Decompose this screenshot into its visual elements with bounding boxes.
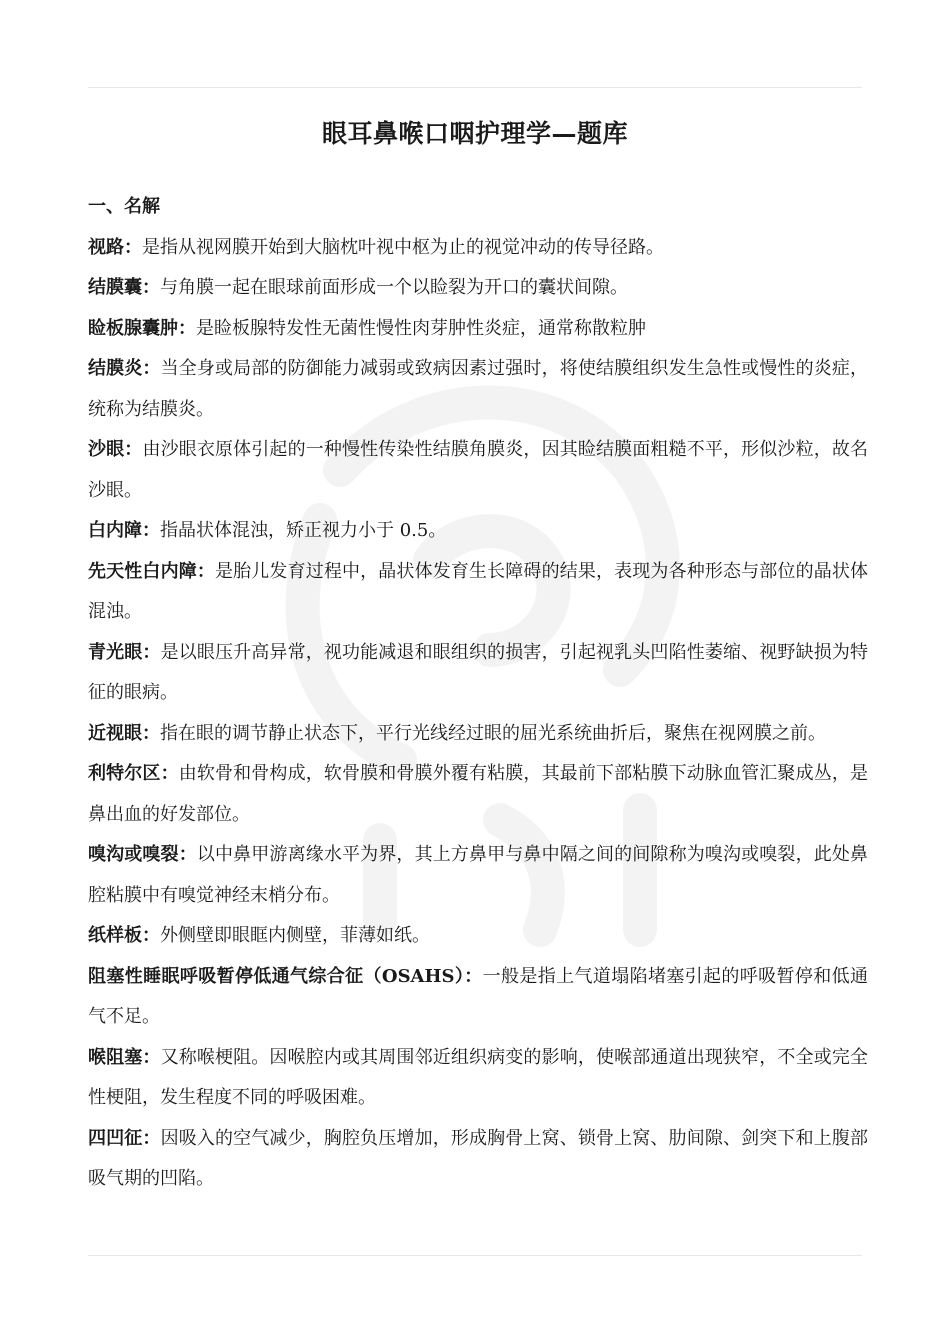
entry-definition: 以中鼻甲游离缘水平为界，其上方鼻甲与鼻中隔之间的间隙称为嗅沟或嗅裂，此处鼻腔粘膜中有嗅觉神经末梢分布。 <box>88 844 868 906</box>
definition-entry <box>88 552 868 633</box>
entry-definition: 指晶状体混浊，矫正视力小于 0.5。 <box>160 520 447 541</box>
entry-definition: 由沙眼衣原体引起的一种慢性传染性结膜角膜炎，因其睑结膜面粗糙不平，形似沙粒，故名沙眼。 <box>88 439 869 501</box>
entry-definition: 是指从视网膜开始到大脑枕叶视中枢为止的视觉冲动的传导径路。 <box>142 236 664 258</box>
entry-term: 纸样板： <box>88 925 160 946</box>
entry-term: 结膜囊： <box>88 277 160 298</box>
definition-entry <box>88 714 868 755</box>
entry-definition: 指在眼的调节静止状态下，平行光线经过眼的屈光系统曲折后，聚焦在视网膜之前。 <box>160 722 826 744</box>
header-rule <box>88 87 862 88</box>
entry-definition: 当全身或局部的防御能力减弱或致病因素过强时，将使结膜组织发生急性或慢性的炎症，统称为结膜炎。 <box>88 358 869 420</box>
entry-definition: 又称喉梗阻。因喉腔内或其周围邻近组织病变的影响，使喉部通道出现狭窄，不全或完全性梗阻，发生程度不同的呼吸困难。 <box>88 1046 869 1108</box>
definition-entry <box>88 957 868 1038</box>
entry-term: 视路： <box>88 236 142 258</box>
definition-entry <box>88 349 868 430</box>
definition-entry <box>88 430 868 511</box>
definition-entry <box>88 916 868 957</box>
definition-entry <box>88 309 868 350</box>
definition-entry <box>88 511 868 552</box>
definition-entry <box>88 228 868 269</box>
entry-definition: 与角膜一起在眼球前面形成一个以睑裂为开口的囊状间隙。 <box>160 277 628 298</box>
definition-entry <box>88 1038 868 1119</box>
entry-definition: 是以眼压升高异常，视功能减退和眼组织的损害，引起视乳头凹陷性萎缩、视野缺损为特征的眼病。 <box>88 641 869 703</box>
entry-term: 利特尔区： <box>88 763 179 784</box>
entry-definition: 是睑板腺特发性无菌性慢性肉芽肿性炎症，通常称散粒肿 <box>196 317 646 339</box>
footer-rule <box>88 1255 862 1256</box>
definition-entry <box>88 268 868 309</box>
entry-term: 睑板腺囊肿： <box>88 317 196 339</box>
entry-term: 嗅沟或嗅裂： <box>88 844 197 865</box>
entry-definition: 外侧壁即眼眶内侧壁，菲薄如纸。 <box>160 925 430 946</box>
entry-definition: 因吸入的空气减少，胸腔负压增加，形成胸骨上窝、锁骨上窝、肋间隙、剑突下和上腹部吸气期的凹陷。 <box>88 1127 869 1189</box>
definition-entry <box>88 633 868 714</box>
entry-term: 沙眼： <box>88 439 143 460</box>
definition-entry <box>88 835 868 916</box>
entry-definition: 由软骨和骨构成，软骨膜和骨膜外覆有粘膜，其最前下部粘膜下动脉血管汇聚成丛，是鼻出血的好发部位。 <box>88 763 869 825</box>
definition-entry <box>88 1119 868 1200</box>
section-heading: 一、名解 <box>88 196 160 217</box>
entry-term: 喉阻塞： <box>88 1046 161 1068</box>
entry-term: 阻塞性睡眠呼吸暂停低通气综合征（OSAHS）： <box>88 965 483 987</box>
definition-entry <box>88 754 868 835</box>
entry-term: 先天性白内障： <box>88 560 215 582</box>
entry-term: 四凹征： <box>88 1127 161 1149</box>
entry-term: 结膜炎： <box>88 358 161 379</box>
entry-term: 近视眼： <box>88 722 160 744</box>
entry-definition: 一般是指上气道塌陷堵塞引起的呼吸暂停和低通气不足。 <box>88 965 868 1027</box>
entry-definition: 是胎儿发育过程中，晶状体发育生长障碍的结果，表现为各种形态与部位的晶状体混浊。 <box>88 560 868 622</box>
entry-term: 白内障： <box>88 520 160 541</box>
entry-term: 青光眼： <box>88 641 161 663</box>
page-title: 眼耳鼻喉口咽护理学—题库 <box>321 119 628 148</box>
document-body <box>88 187 868 1200</box>
